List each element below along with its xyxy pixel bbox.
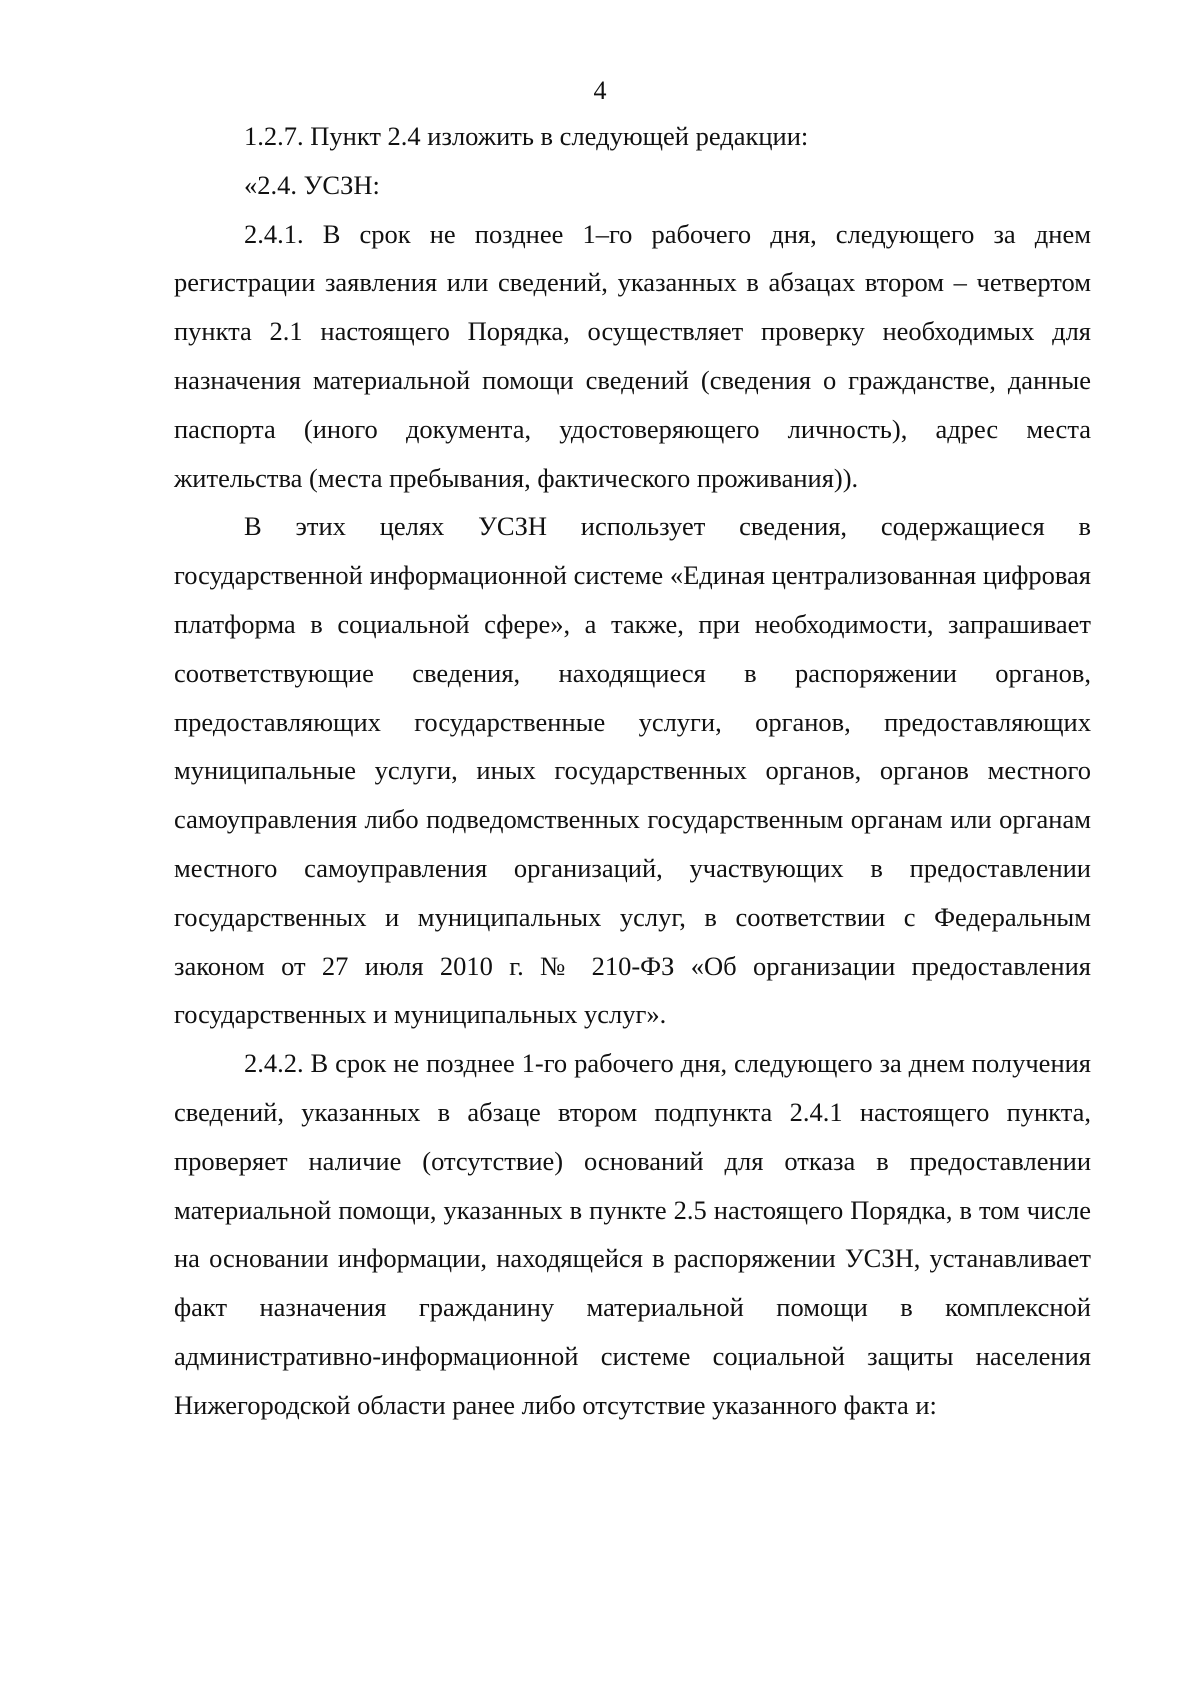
paragraph-item-2-4-2: 2.4.2. В срок не позднее 1-го рабочего дня, следующего за днем получения сведений, указанных в абзаце втором подпункта 2.4.1 настоящего пункта, проверяет наличие (отсутствие) оснований для отказа в предоставлении материальной помощи, указанных в пункте 2.5 настоящего Порядка, в том числе на основании информации, находящейся в распоряжении УСЗН, устанавливает факт назначения гражданину материальной помощи в комплексной административно-информационной системе социальной защиты населения Нижегородской области ранее либо отсутствие указанного факта и: (174, 1048, 1091, 1420)
paragraph-item-2-4-1: 2.4.1. В срок не позднее 1–го рабочего дня, следующего за днем регистрации заявления или сведений, указанных в абзацах втором – четвертом пункта 2.1 настоящего Порядка, осуществляет проверку необходимых для назначения материальной помощи сведений (сведения о гражданстве, данные паспорта (иного документа, удостоверяющего личность), адрес места жительства (места пребывания, фактического проживания)). (174, 218, 1091, 493)
paragraph-purpose: В этих целях УСЗН использует сведения, содержащиеся в государственной информационной системе «Единая централизованная цифровая платформа в социальной сфере», а также, при необходимости, запрашивает соответствующие сведения, находящиеся в распоряжении органов, предоставляющих государственные услуги, органов, предоставляющих муниципальные услуги, иных государственных органов, органов местного самоуправления либо подведомственных государственным органам или органам местного самоуправления организаций, участвующих в предоставлении государственных и муниципальных услуг, в соответствии с Федеральным законом от 27 июля 2010 г. № 210-ФЗ «Об организации предоставления государственных и муниципальных услуг». (174, 511, 1091, 1030)
document-body (174, 112, 1091, 1430)
paragraph-heading-2-4: «2.4. УСЗН: (244, 169, 380, 200)
page-number: 4 (593, 76, 607, 105)
paragraph-item-1-2-7: 1.2.7. Пункт 2.4 изложить в следующей редакции: (244, 121, 809, 151)
